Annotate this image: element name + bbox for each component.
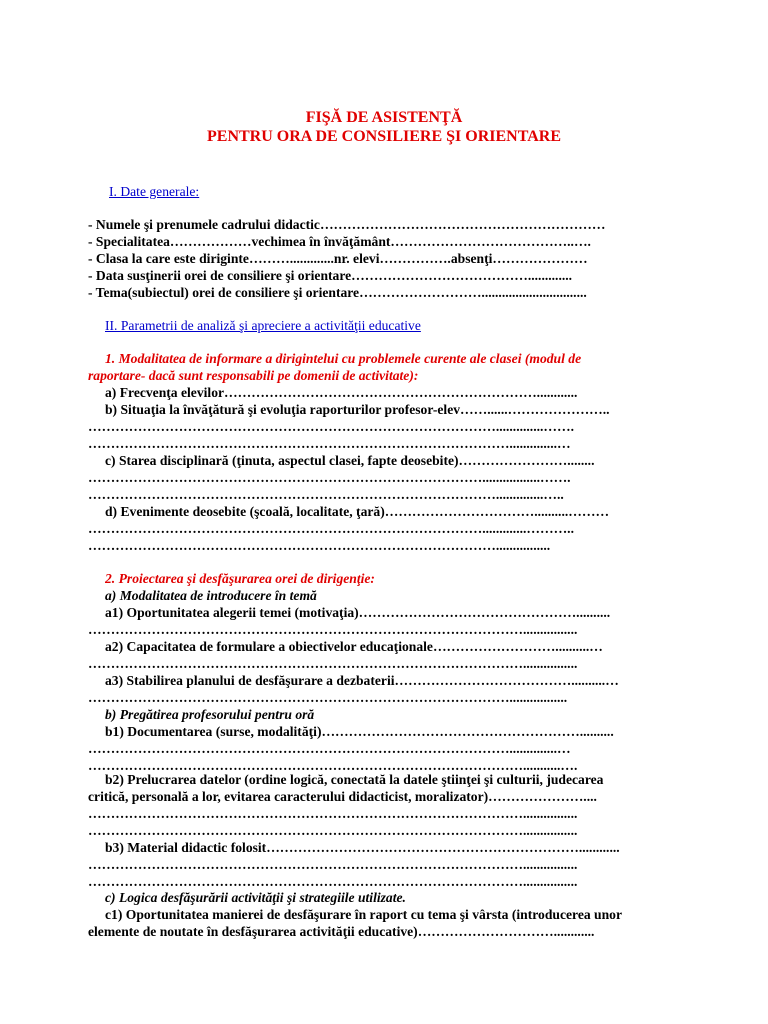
subheading-pregatirea-profesorului: b) Pregătirea profesorului pentru oră [105,707,315,722]
subsection-title-1-line1: 1. Modalitatea de informare a dirigintelui cu problemele curente ale clasei (modul de [105,351,582,366]
document-title-line1: FIŞĂ DE ASISTENŢĂ [305,109,463,126]
subheading-logica-desfasurarii: c) Logica desfăşurării activităţii şi strategiile utilizate. [105,890,406,905]
item-b1: b1) Documentarea (surse, modalităţi)………………………………………………….......... [105,724,614,739]
dotted-line: ………………………………………………………………………………................ [88,538,551,553]
dotted-line: …………………………………………………………………………………..............… [88,741,571,756]
item-a1: a1) Oportunitatea alegerii temei (motivaţia)………………………………………….......... [105,605,611,620]
field-nume-prenume: - Numele şi prenumele cadrului didactic……………………………………………………… [88,217,606,232]
item-c1-line2: elemente de noutate în desfăşurarea activităţii educative)…………………………............ [88,924,595,939]
dotted-line: ……………………………………………………………………………………................ [88,823,578,838]
item-situatia-invatatura: b) Situaţia la învăţătură şi evoluţia raporturilor profesor-elev……......………………….. [105,402,610,417]
item-a3: a3) Stabilirea planului de desfăşurare a dezbaterii…………………………………..........… [105,673,619,688]
dotted-line: ……………………………………………………………………………………................ [88,656,578,671]
subsection-title-1-line2: raportare- dacă sunt responsabili pe domenii de activitate): [88,368,419,383]
document-title-line2: PENTRU ORA DE CONSILIERE ŞI ORIENTARE [207,128,561,145]
dotted-line: ………………………………………………………………………………..............……. [88,419,574,434]
dotted-line: ……………………………………………………………………………………................ [88,874,578,889]
item-starea-disciplinara: c) Starea disciplinară (ţinuta, aspectul clasei, fapte deosebite)……………………........ [105,453,595,468]
item-evenimente: d) Evenimente deosebite (şcoală, localitate, ţară)……………………………..........……… [105,504,610,519]
dotted-line: …………………………………………………………………………….............……….. [88,521,574,536]
item-b2-line1: b2) Prelucrarea datelor (ordine logică, conectată la datele ştiinţei şi culturii, judecarea [105,772,604,787]
field-specialitate: - Specialitatea………………vechimea în învăţământ…………………………………..…. [88,234,591,249]
dotted-line: …………………………………………………………………………………................. [88,690,568,705]
section-heading-date-generale: I. Date generale: [109,184,200,199]
field-tema: - Tema(subiectul) orei de consiliere şi orientare………………………............................... [88,285,587,300]
dotted-line: …………………………………………………………………………………..............… [88,436,571,451]
dotted-line: ……………………………………………………………………………………................ [88,857,578,872]
dotted-line: …………………………………………………………………………….................……. [88,470,571,485]
dotted-line: ……………………………………………………………………………………................ [88,622,578,637]
dotted-line: ……………………………………………………………………………………................ [88,806,578,821]
item-c1-line1: c1) Oportunitatea manierei de desfăşurare în raport cu tema şi vârsta (introducerea unor [105,907,623,922]
subsection-title-2: 2. Proiectarea şi desfăşurarea orei de dirigenţie: [105,571,375,586]
field-data-sustinerii: - Data susţinerii orei de consiliere şi orientare…………………………………............. [88,268,573,283]
dotted-line: ………………………………………………………………………………..............….. [88,487,564,502]
item-b2-line2: critică, personală a lor, evitarea caracterului didacticist, moralizator)………………….... [88,789,597,804]
field-clasa: - Clasa la care este diriginte……….............nr. elevi…………….absenţi………………… [88,251,588,266]
item-frecventa: a) Frecvenţa elevilor……………………………………………………………............ [105,385,578,400]
subheading-modalitatea-introducere: a) Modalitatea de introducere în temă [105,588,317,603]
item-a2: a2) Capacitatea de formulare a obiectivelor educaţionale………………………..........… [105,639,603,654]
section-heading-parametrii: II. Parametrii de analiză şi apreciere a activităţii educative [105,318,421,333]
item-b3: b3) Material didactic folosit……………………………………………………………............ [105,840,620,855]
dotted-line: ……………………………………………………………………………………...........…. [88,758,578,773]
